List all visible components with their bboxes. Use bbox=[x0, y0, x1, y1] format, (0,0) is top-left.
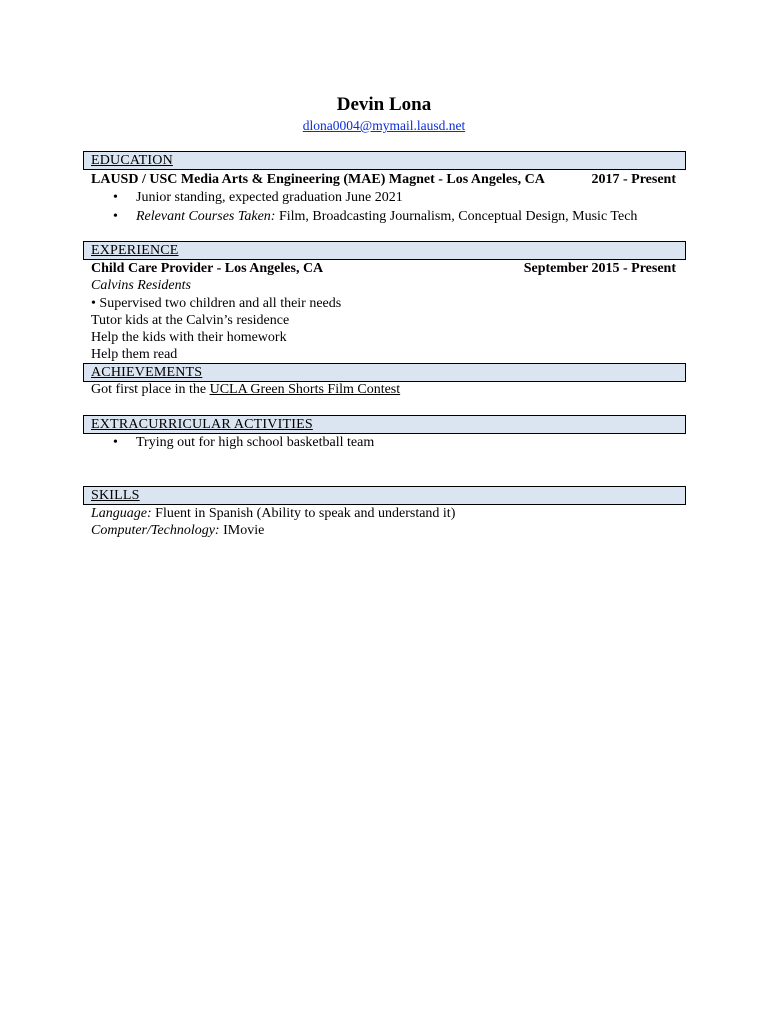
section-heading: EDUCATION bbox=[91, 153, 173, 168]
section-heading: EXPERIENCE bbox=[91, 243, 179, 258]
section-achievements bbox=[83, 363, 686, 382]
education-bullet-1: Junior standing, expected graduation June 2021 bbox=[136, 190, 403, 205]
computer-text: IMovie bbox=[219, 523, 265, 538]
achievement-line bbox=[91, 381, 400, 398]
bullet-icon: • bbox=[113, 435, 118, 450]
language-label: Language: bbox=[91, 506, 152, 521]
experience-dates: September 2015 - Present bbox=[523, 261, 676, 276]
email-link[interactable]: dlona0004@mymail.lausd.net bbox=[302, 118, 466, 133]
courses-text: Film, Broadcasting Journalism, Conceptual Design, Music Tech bbox=[275, 209, 638, 224]
section-skills bbox=[83, 486, 686, 505]
school-name: LAUSD / USC Media Arts & Engineering (MAE) Magnet - Los Angeles, CA bbox=[91, 172, 545, 187]
language-text: Fluent in Spanish (Ability to speak and understand it) bbox=[151, 506, 456, 521]
contest-name: UCLA Green Shorts Film Contest bbox=[209, 382, 401, 397]
job-title: Child Care Provider - Los Angeles, CA bbox=[91, 261, 324, 276]
experience-line-1: • Supervised two children and all their needs bbox=[91, 296, 342, 311]
bullet-icon: • bbox=[113, 209, 118, 224]
courses-label: Relevant Courses Taken: bbox=[136, 209, 276, 224]
email-line bbox=[0, 118, 768, 134]
experience-line-3: Help the kids with their homework bbox=[91, 330, 287, 345]
education-bullet-2 bbox=[136, 208, 637, 225]
skill-language bbox=[91, 505, 455, 522]
experience-line-4: Help them read bbox=[91, 347, 178, 362]
section-extracurricular bbox=[83, 415, 686, 434]
section-experience bbox=[83, 241, 686, 260]
section-education bbox=[83, 151, 686, 170]
extracurricular-bullet-1: Trying out for high school basketball team bbox=[136, 435, 375, 450]
section-heading: SKILLS bbox=[91, 488, 140, 503]
employer-name: Calvins Residents bbox=[91, 278, 191, 293]
section-heading: ACHIEVEMENTS bbox=[91, 365, 203, 380]
education-dates: 2017 - Present bbox=[591, 172, 676, 187]
experience-line-2: Tutor kids at the Calvin’s residence bbox=[91, 313, 290, 328]
bullet-icon: • bbox=[113, 190, 118, 205]
section-heading: EXTRACURRICULAR ACTIVITIES bbox=[91, 417, 313, 432]
achievement-prefix: Got first place in the bbox=[91, 382, 210, 397]
skill-computer bbox=[91, 522, 264, 539]
resume-name: Devin Lona bbox=[336, 94, 432, 115]
computer-label: Computer/Technology: bbox=[91, 523, 220, 538]
